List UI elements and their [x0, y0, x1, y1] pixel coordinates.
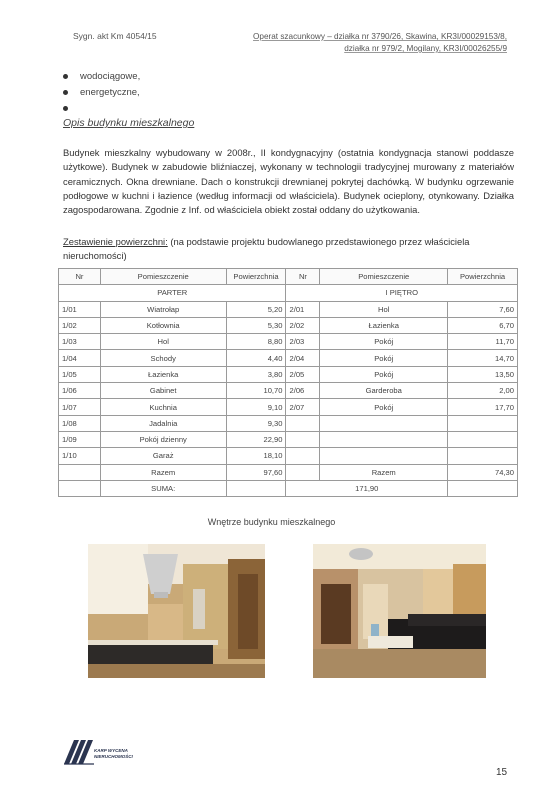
table-row: [59, 415, 518, 431]
room-name: Łazienka: [320, 317, 448, 333]
room-area: [448, 448, 518, 464]
col-header-nr: Nr: [286, 269, 320, 285]
operat-header-line-2: działka nr 979/2, Mogilany, KR3I/00026255/9: [344, 44, 507, 53]
room-name: Pokój: [320, 366, 448, 382]
room-area: 10,70: [226, 383, 286, 399]
room-number: 1/04: [59, 350, 101, 366]
sum-value: 171,90: [286, 480, 448, 496]
page-number: 15: [496, 767, 508, 778]
room-name: Pokój dzienny: [100, 431, 226, 447]
section-first-floor: I PIĘTRO: [286, 285, 518, 301]
room-area: 2,00: [448, 383, 518, 399]
building-description: Budynek mieszkalny wybudowany w 2008r., II kondygnacyjny (ostatnia kondygnacja stanowi poddasze użytkowe). Budynek w zabudowie bliźniaczej, wykonany w technologii tradycyjnej murowany z materiałów ceramicznych. Okna drewniane. Dach o konstrukcji drewnianej pokrytej dachówką. W budynku ogrzewanie podłogowe w kuchni i łazience (według informacji od właściciela). Budynek ocieplony, otynkowany. Działka zagospodarowana. Zgodnie z Inf. od właściciela obiekt został oddany do użytkowania.: [63, 147, 514, 216]
operat-header: [225, 31, 507, 55]
room-area: 18,10: [226, 448, 286, 464]
table-row: [59, 383, 518, 399]
room-name: Schody: [100, 350, 226, 366]
photos-caption: Wnętrze budynku mieszkalnego: [207, 517, 336, 527]
bullet-icon: [63, 106, 68, 111]
floor-section-row: [59, 285, 518, 301]
room-name: Pokój: [320, 399, 448, 415]
col-header-room: Pomieszczenie: [320, 269, 448, 285]
col-header-area: Powierzchnia: [226, 269, 286, 285]
room-number: 2/04: [286, 350, 320, 366]
company-name: KARP WYCENA NIERUCHOMOŚCI: [94, 748, 133, 759]
area-table: [58, 268, 518, 497]
room-name: Hol: [320, 301, 448, 317]
room-name: Hol: [100, 334, 226, 350]
col-header-room: Pomieszczenie: [100, 269, 226, 285]
room-number: 1/06: [59, 383, 101, 399]
room-number: 2/07: [286, 399, 320, 415]
room-area: 17,70: [448, 399, 518, 415]
room-name: [320, 431, 448, 447]
room-number: 2/06: [286, 383, 320, 399]
total-row: [59, 464, 518, 480]
table-row: [59, 448, 518, 464]
total-label: Razem: [320, 464, 448, 480]
room-name: Pokój: [320, 334, 448, 350]
total-value: 74,30: [448, 464, 518, 480]
room-name: Jadalnia: [100, 415, 226, 431]
sum-row: [59, 480, 518, 496]
room-name: Łazienka: [100, 366, 226, 382]
area-summary-note: (na podstawie projektu budowlanego przedstawionego przez właściciela nieruchomości): [63, 236, 470, 261]
room-area: 22,90: [226, 431, 286, 447]
room-number: 1/02: [59, 317, 101, 333]
table-row: [59, 317, 518, 333]
table-header-row: [59, 269, 518, 285]
room-number: [286, 448, 320, 464]
room-number: 2/03: [286, 334, 320, 350]
room-number: [286, 431, 320, 447]
room-name: Garaż: [100, 448, 226, 464]
room-area: 9,30: [226, 415, 286, 431]
kitchen-photo: [88, 544, 265, 678]
area-summary-intro: [63, 235, 514, 263]
area-summary-label: Zestawienie powierzchni:: [63, 236, 168, 247]
operat-header-line-1: Operat szacunkowy – działka nr 3790/26, Skawina, KR3I/00029153/8,: [253, 32, 507, 41]
living-room-photo: [313, 544, 486, 678]
col-header-area: Powierzchnia: [448, 269, 518, 285]
room-name: [320, 415, 448, 431]
table-row: [59, 334, 518, 350]
room-area: 8,80: [226, 334, 286, 350]
bullet-icon: [63, 90, 68, 95]
room-area: 9,10: [226, 399, 286, 415]
section-title: Opis budynku mieszkalnego: [63, 117, 195, 129]
room-number: 1/01: [59, 301, 101, 317]
room-name: Kuchnia: [100, 399, 226, 415]
room-name: Kotłownia: [100, 317, 226, 333]
list-item: energetyczne,: [63, 85, 140, 101]
room-area: [448, 431, 518, 447]
room-number: 1/07: [59, 399, 101, 415]
list-item: [63, 101, 140, 117]
table-row: [59, 301, 518, 317]
section-ground-floor: PARTER: [59, 285, 286, 301]
room-area: 5,30: [226, 317, 286, 333]
room-area: [448, 415, 518, 431]
room-area: 13,50: [448, 366, 518, 382]
room-area: 4,40: [226, 350, 286, 366]
area-table-body: [59, 285, 518, 464]
bullet-icon: [63, 74, 68, 79]
total-label: Razem: [100, 464, 226, 480]
room-name: Garderoba: [320, 383, 448, 399]
room-area: 6,70: [448, 317, 518, 333]
room-name: Wiatrołap: [100, 301, 226, 317]
total-value: 97,60: [226, 464, 286, 480]
table-row: [59, 431, 518, 447]
room-number: 2/05: [286, 366, 320, 382]
room-area: 3,80: [226, 366, 286, 382]
room-number: 1/10: [59, 448, 101, 464]
table-row: [59, 399, 518, 415]
utilities-list: [63, 69, 140, 117]
room-area: 11,70: [448, 334, 518, 350]
table-row: [59, 366, 518, 382]
room-name: Pokój: [320, 350, 448, 366]
room-area: 7,60: [448, 301, 518, 317]
list-item: wodociągowe,: [63, 69, 140, 85]
sum-label: SUMA:: [100, 480, 226, 496]
table-row: [59, 350, 518, 366]
room-number: 2/01: [286, 301, 320, 317]
room-number: 1/03: [59, 334, 101, 350]
room-name: [320, 448, 448, 464]
room-number: 1/09: [59, 431, 101, 447]
room-number: [286, 415, 320, 431]
room-number: 1/08: [59, 415, 101, 431]
room-area: 5,20: [226, 301, 286, 317]
room-number: 1/05: [59, 366, 101, 382]
col-header-nr: Nr: [59, 269, 101, 285]
case-signature: Sygn. akt Km 4054/15: [73, 31, 157, 41]
room-number: 2/02: [286, 317, 320, 333]
room-area: 14,70: [448, 350, 518, 366]
room-name: Gabinet: [100, 383, 226, 399]
